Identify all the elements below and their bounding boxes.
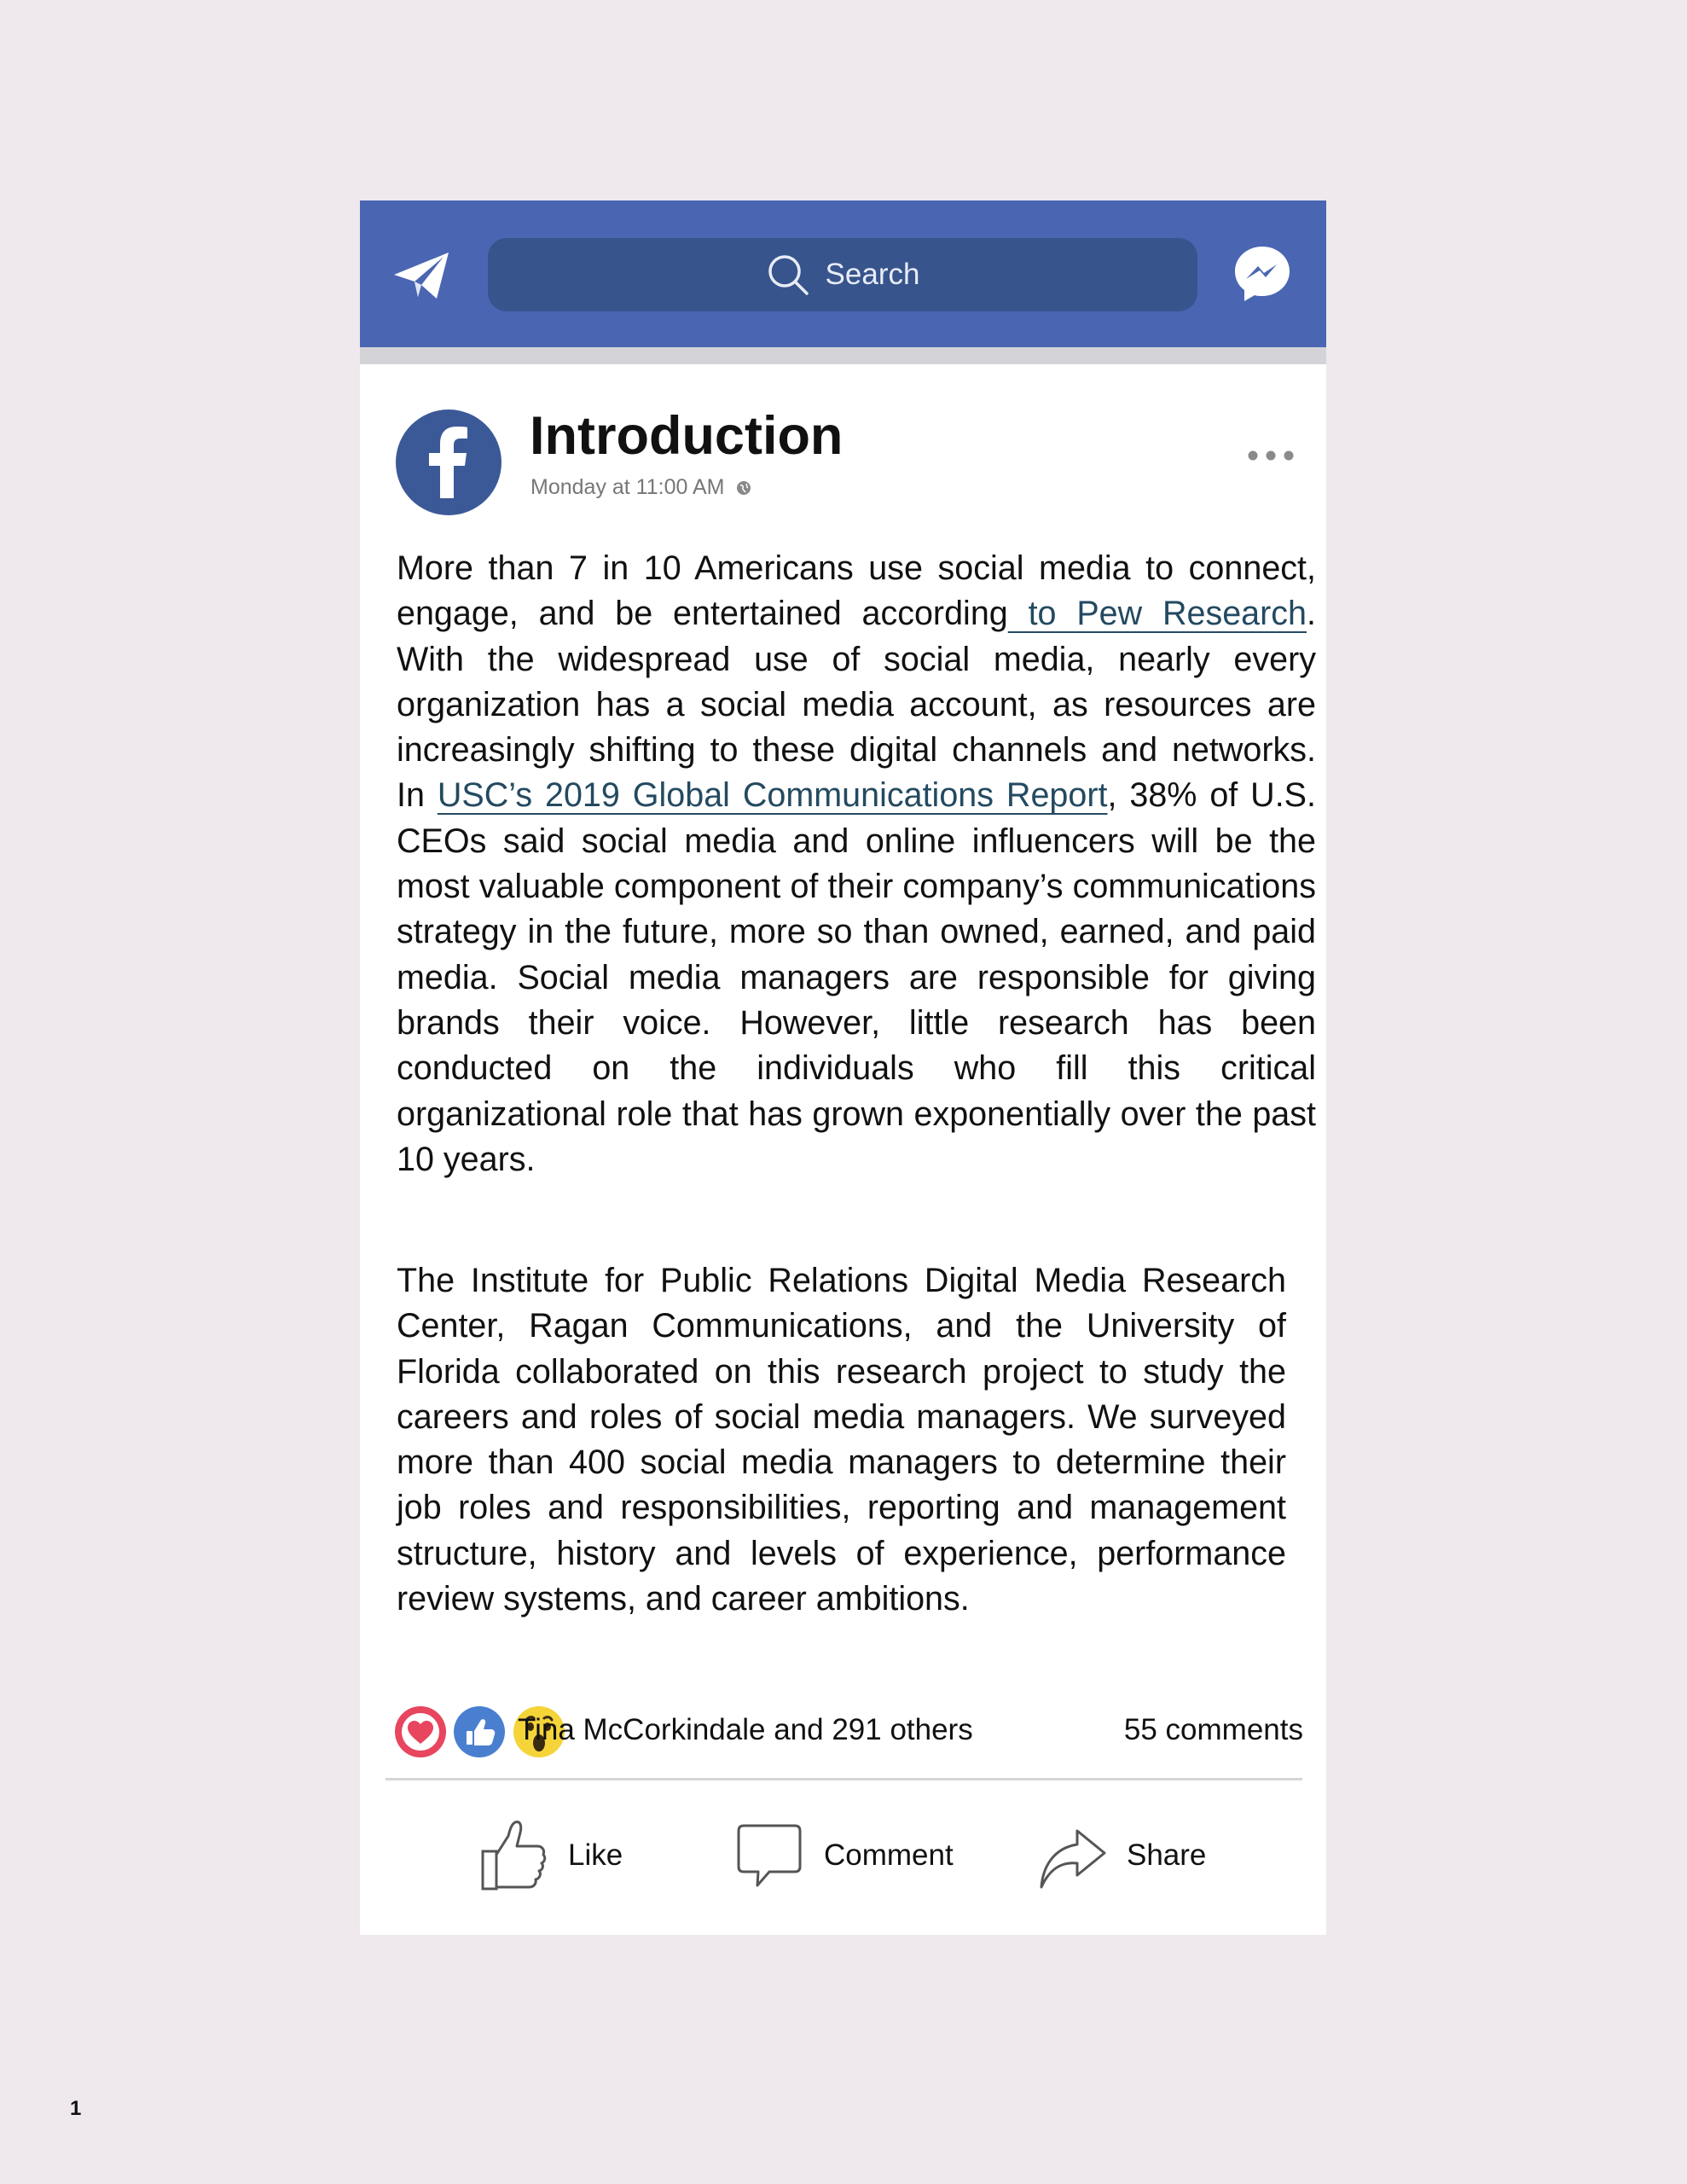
like-button[interactable] — [479, 1813, 623, 1898]
more-options-icon[interactable] — [1247, 450, 1295, 462]
post-actions — [360, 1813, 1326, 1898]
share-label: Share — [1127, 1838, 1207, 1872]
comments-count[interactable]: 55 comments — [1123, 1713, 1303, 1746]
send-button[interactable] — [392, 249, 452, 302]
share-button[interactable] — [1038, 1813, 1206, 1898]
reactions-summary[interactable]: Tina McCorkindale and 291 others — [518, 1713, 973, 1746]
facebook-logo[interactable] — [396, 410, 501, 515]
page-number: 1 — [70, 2097, 82, 2120]
usc-report-link[interactable]: USC’s 2019 Global Communications Report — [437, 776, 1108, 815]
search-icon — [766, 253, 810, 297]
post-body-paragraph-1 — [397, 546, 1316, 1182]
search-input[interactable] — [488, 238, 1197, 311]
paper-plane-icon — [392, 249, 452, 302]
reactions-bar[interactable] — [395, 1705, 1303, 1759]
post-meta — [530, 475, 751, 500]
like-icon — [479, 1819, 548, 1892]
para1-text-a: More than 7 in 10 Americans use social media to connect, engage, and be entertained according — [397, 549, 1316, 633]
post-title: Introduction — [530, 406, 844, 466]
globe-icon — [736, 480, 751, 496]
para1-text-b: . With the widespread use of social media, nearly every organization has a social media account, as resources are increasingly shifting to these digital channels and networks. In — [397, 595, 1316, 815]
comment-button[interactable] — [735, 1813, 954, 1898]
pew-research-link[interactable]: to Pew Research — [1007, 595, 1307, 633]
love-reaction-icon — [395, 1706, 446, 1757]
comment-icon — [735, 1819, 803, 1892]
share-icon — [1038, 1819, 1106, 1892]
post-card — [360, 200, 1326, 1935]
search-placeholder: Search — [825, 258, 920, 291]
messenger-icon — [1232, 243, 1293, 305]
like-reaction-icon — [454, 1706, 505, 1757]
top-bar — [360, 200, 1326, 347]
post-body-paragraph-2: The Institute for Public Relations Digital Media Research Center, Ragan Communications, and the University of Florida collaborated on this research project to study the careers and roles of social media managers. We surveyed more than 400 social media managers to determine their job roles and responsibilities, reporting and management structure, history and levels of experience, performance review systems, and career ambitions. — [397, 1262, 1286, 1618]
like-label: Like — [568, 1838, 623, 1872]
para1-text-c: , 38% of U.S. CEOs said social media and online influencers will be the most valuable component of their company’s communications strategy in the future, more so than owned, earned, and paid media. Social media managers are responsible for giving brands their voice. However, little research has been conducted on the individuals who fill this critical organizational role that has grown exponentially over the past 10 years. — [397, 776, 1317, 1178]
post-timestamp[interactable]: Monday at 11:00 AM — [530, 475, 725, 499]
comment-label: Comment — [824, 1838, 954, 1872]
topbar-divider — [360, 347, 1326, 364]
messenger-button[interactable] — [1232, 243, 1293, 305]
divider — [386, 1778, 1302, 1780]
